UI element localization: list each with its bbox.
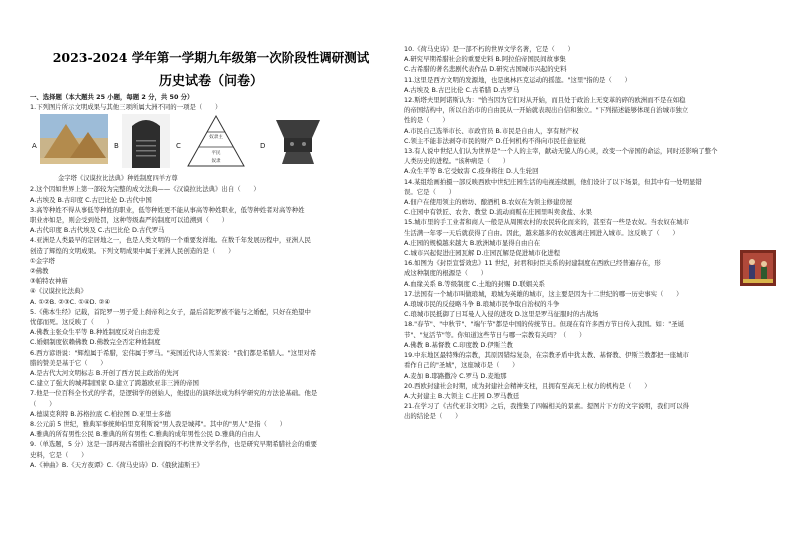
right-line: 16.如图为《封臣宣誓效忠》11 世纪，封君和封臣关系的封建制度在西欧已经普遍存在，形: [404, 259, 661, 268]
left-line: 6.西方谚语说："辉煌属于希腊，宏伟属于罗马。"英国近代诗人雪莱说："我们都是希腊人。"这里对希: [30, 348, 317, 357]
right-line: 20.西欧封建社会时期，成为封建社会精神支柱，且拥有至高无上权力的机构是（ ）: [404, 381, 651, 390]
right-line: 看作自己的"圣城"，这座城市是（ ）: [404, 361, 519, 370]
pyramid-layer-1: 奴隶主: [209, 135, 223, 141]
left-line: A.古代印度 B.古代埃及 C.古巴比伦 D.古代罗马: [30, 226, 165, 235]
stele-image: [122, 114, 170, 168]
left-line: 腊的赞美是基于它（ ）: [30, 358, 107, 367]
left-line: ①金字塔: [30, 256, 55, 265]
right-line: 成这种制度的根源是（ ）: [404, 269, 488, 278]
left-line: （ ）: [30, 399, 56, 408]
right-line: A.血缘关系 B.等级制度 C.土地的封赐 D.联姻关系: [404, 279, 545, 288]
right-line: C.古希腊的著名悲剧代表作品 D.研究古国城市兴起的史料: [404, 65, 567, 74]
option-b-label: B: [114, 142, 119, 151]
right-line: C.领主不能非法剥夺市民的财产 D.任何机构不得向市民任意征税: [404, 136, 586, 145]
right-line: 11.这里是西方文明的发源地，也是奥林匹克运动的摇篮。"这里"指的是（ ）: [404, 75, 631, 84]
left-line: 4.亚洲是人类最早的定居地之一，也是人类文明的一个重要发祥地。在数千年发展历程中，亚洲人民: [30, 236, 311, 245]
right-line: 17.法国有一个城市叫做琅城，琅城为英雄的城市，这主要是因为十二世纪的哪一历史事实（ ）: [404, 289, 683, 298]
right-line: A.大封建主 B.大领主 C.庄园 D.罗马教廷: [404, 391, 520, 400]
right-line: 21.在学习了《古代亚非文明》之后，我搜集了四幅相关的景素。提图片下方的文字说明，我们可以得: [404, 402, 689, 411]
right-line: 的帝国结构中，所以自治市的自由民从一开始就表现出自信和独立。"下列描述能够体现自治城市独立: [404, 106, 689, 115]
right-line: 误。它是（ ）: [404, 187, 456, 196]
exam-title: 2023-2024 学年第一学期九年级第一次阶段性调研测试: [52, 50, 370, 65]
left-line: ③帕特农神庙: [30, 277, 68, 286]
left-line: ②佛教: [30, 267, 49, 276]
left-line: C.建立了强大的城邦制国家 D.建立了跨越欧亚非三洲的帝国: [30, 379, 199, 388]
option-a-label: A: [32, 142, 37, 151]
left-line: C.婚姻制度依赖佛教 D.佛教完全否定种姓制度: [30, 338, 161, 347]
right-line: A.庄园的规模越来越大 B.欧洲城市显得自由自在: [404, 238, 541, 247]
left-line: A. ①②B. ②③C. ①④D. ②④: [30, 297, 111, 306]
right-line: A.佛教 B.基督教 C.印度教 D.伊斯兰教: [404, 340, 513, 349]
right-line: 人类历史的进程。"该种病是（ ）: [404, 157, 510, 166]
section-heading: 一、选择题（本大题共 25 小题，每题 2 分，共 50 分）: [30, 93, 194, 101]
right-column: [404, 44, 776, 422]
exam-subtitle: 历史试卷（问卷）: [158, 74, 263, 89]
pyramid-layer-3: 奴隶: [211, 159, 221, 165]
left-line: 7.他是一位百科全书式的学者，是逻辑学的创始人，他提出的演绎法成为科学研究的方法论基础。他是: [30, 389, 318, 398]
right-line: 节"、"复活节"等。你知道这些节日与哪一宗教有关吗？（ ）: [404, 330, 586, 339]
right-line: C.城市兴起促进庄园瓦解 D.庄园瓦解是促进城市化进程: [404, 249, 561, 258]
question-1-images: [30, 114, 392, 172]
right-line: 性的是（ ）: [404, 116, 449, 125]
right-line: 10.《荷马史诗》是一部不朽的世界文学名著，它是（ ）: [404, 45, 574, 53]
caste-pyramid-diagram: [186, 114, 246, 168]
left-line: A.古埃及 B.古印度 C.古巴比伦 D.古代中国: [30, 195, 152, 204]
right-line: 19.中东地区最特殊的宗教，其原因错综复杂，在宗教矛盾中犹太教、基督教、伊斯兰教都把一座城市: [404, 351, 689, 360]
right-line: A.古埃及 B.古巴比伦 C.古希腊 D.古罗马: [404, 85, 520, 94]
left-line: 8.公元前 5 世纪，雅典军事统帅伯里克利斯说"男人我是城邦"。其中的"男人"是指（ ）: [30, 420, 287, 429]
option-c-label: C: [176, 142, 181, 151]
left-line: 2.这个因如世界上第一部较为完整的成文法典——《汉谟拉比法典》出自（ ）: [30, 185, 260, 194]
right-line: A.佃户在使用领主的磨坊、酿酒机 B.农奴在为领主修建房屋: [404, 198, 573, 207]
question-16-block: [404, 258, 776, 289]
right-line: A.麦加 B.耶路撒冷 C.罗马 D.麦地那: [404, 371, 507, 380]
right-line: 14.某组绘画拍摄一部反映西欧中世纪庄园生活的电视连续剧，他们设计了以下场景，但其中有一处明显错: [404, 177, 702, 186]
right-line: 18."春节"、"中秋节"、"端午节"都是中国的传统节日。但现在有许多西方节日传入我国。如："圣诞: [404, 320, 684, 329]
left-line: 5.《佛本生经》记载，首陀罗一男子爱上刹帝利之女子，最后首陀罗被不能与之婚配，只好在绝望中: [30, 307, 311, 316]
left-line: 创造了辉煌的文明成果。下列文明成果中属于亚洲人民创造的是（ ）: [30, 246, 235, 255]
right-line: 出的结论是（ ）: [404, 412, 462, 421]
left-line: 职业亦如是，则会受到处罚，这种等级森严的制度可以追溯到（ ）: [30, 216, 229, 225]
question-1: 1.下列图片所示文明成果与其他三项所属大洲不同的一项是（ ）: [30, 103, 222, 112]
right-line: A.琅城市民的反侵略斗争 B.琅城市民争取自治权的斗争: [404, 300, 560, 309]
option-d-label: D: [260, 142, 266, 151]
right-line: C.庄园中有铁匠、农舍、教堂 D.流动商贩在庄园里叫卖食盐、水果: [404, 208, 593, 217]
left-line: ④《汉谟拉比法典》: [30, 287, 87, 296]
pyramid-layer-2: 平民: [211, 151, 221, 157]
left-line: A.佛教主张众生平等 B.种姓制度反对自由恋爱: [30, 328, 160, 337]
question-1-caption: 金字塔《汉谟拉比法典》种姓制度四羊方尊: [58, 175, 178, 183]
left-line: 9.（单选题，5 分）这是一部再现古希腊社会面貌的不朽世界文学名作，也是研究早期希腊社会的重要: [30, 440, 317, 449]
right-line: 12.斯塔夫里阿诺斯认为："恰当因为它们对从开始，而且处于政治上无变革的碎的欧洲而不是在如稳: [404, 96, 686, 105]
left-line: A.《神曲》B.《天方夜谭》C.《荷马史诗》D.《俄狄浦斯王》: [30, 460, 204, 469]
left-column: [30, 92, 392, 470]
right-line: 13.有人说中世纪人们认为世界是"一个人的主宰，献动无貌人的心灵，改变一个帝国的命运，同时还影响了整个: [404, 147, 718, 156]
right-line: 15.城市里的手工业者和商人一般是从周围农村的农民转化而来的，甚至有一些是农奴。当农奴在城市: [404, 218, 689, 227]
vassal-oath-image: [740, 250, 776, 286]
right-line: 生活满一年零一天后就获得了自由。因此，越来越多的农奴逃离庄园进入城市。这反映了（ ）: [404, 228, 679, 237]
right-line: A.众生平等 B.它受蚊害 C.疫身将往 D.人生轮回: [404, 167, 539, 176]
right-line: A.市民自己选举市长、市政官员 B.市民是自由人，享有财产权: [404, 126, 579, 135]
left-line: 史料，它是（ ）: [30, 450, 88, 459]
left-line: A.德谟克利特 B.苏格拉底 C.柏拉图 D.亚里士多德: [30, 409, 171, 418]
pyramids-image: [40, 114, 108, 164]
bronze-vessel-image: [272, 114, 324, 168]
right-line: A.研究早期希腊社会的重要史料 B.阿拉伯帝国民间故事集: [404, 55, 566, 64]
right-line: C.琅城市民抵御了日耳曼人入侵的进攻 D.这里是罗马征服时的古战场: [404, 310, 599, 319]
left-line: A.是古代大河文明标志 B.开创了西方民主政治的先河: [30, 369, 179, 378]
left-line: 忧郁而死。这反映了（ ）: [30, 318, 114, 327]
left-line: A.雅典的所有男性公民 B.雅典的所有男性 C.雅典的成年男性公民 D.雅典的自由人: [30, 430, 261, 439]
left-line: 3.高等种姓不得从事低等种姓的职业，低等种姓更不能从事高等种姓职业，低等种姓者对高等种姓: [30, 205, 305, 214]
